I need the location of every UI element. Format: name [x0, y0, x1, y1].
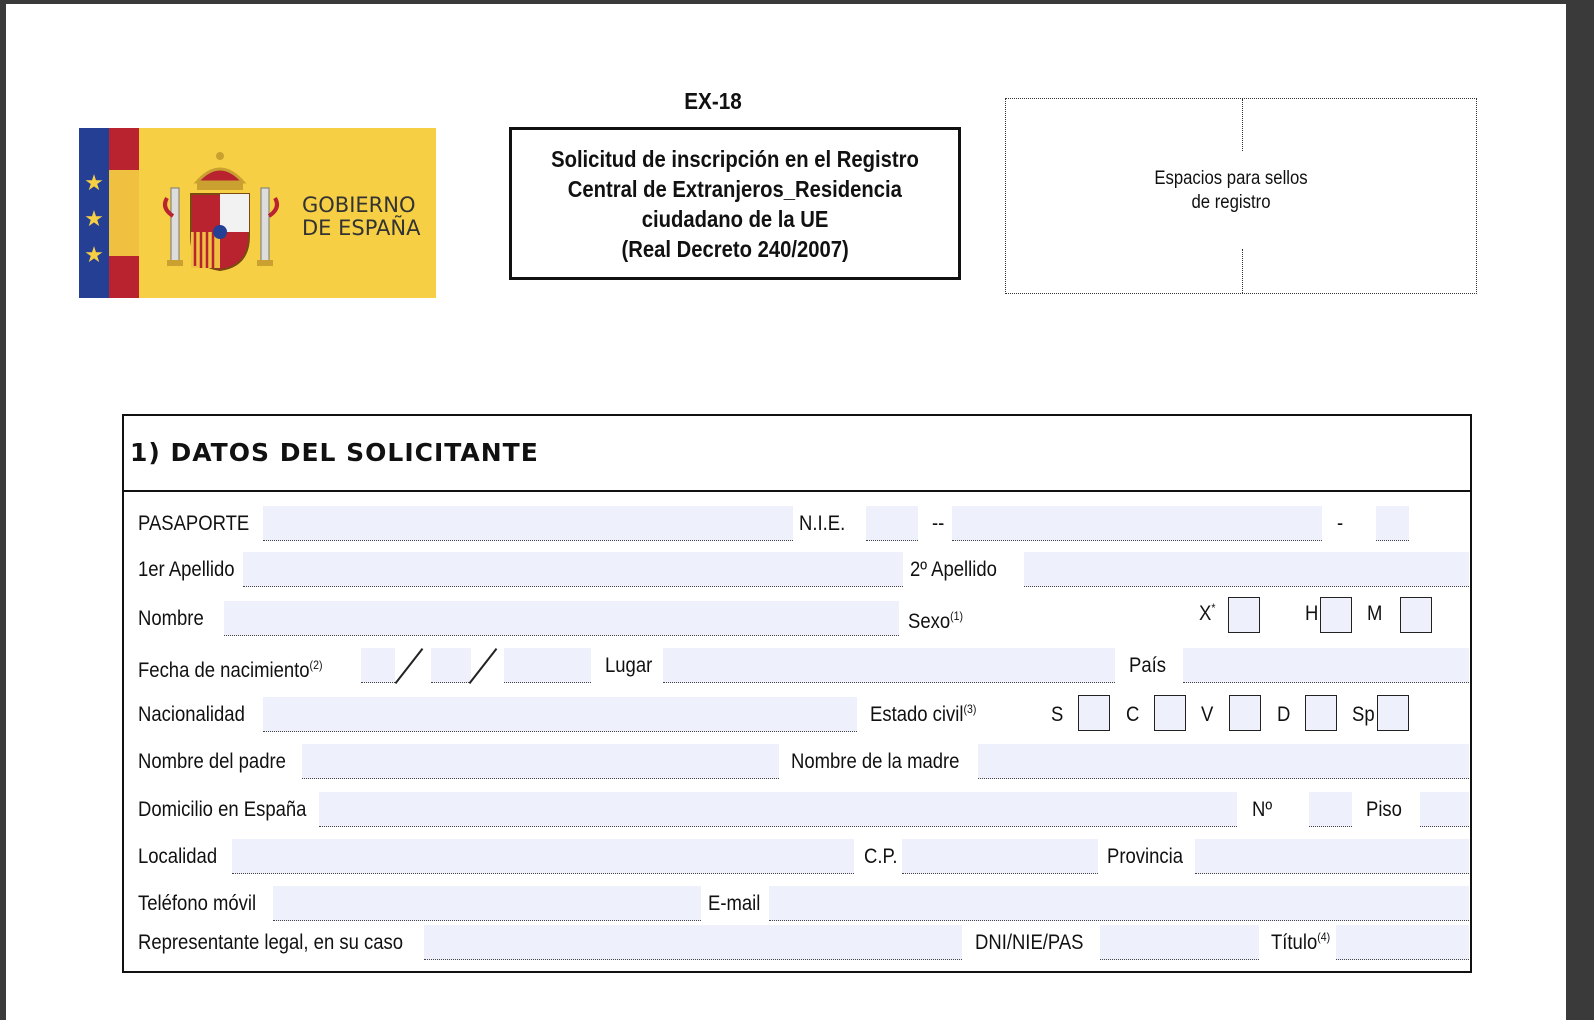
- apellido2-input[interactable]: [1024, 552, 1469, 587]
- form-page: [6, 4, 1566, 1020]
- piso-label: Piso: [1366, 798, 1402, 821]
- fecha-slash-1: [395, 648, 424, 684]
- sexo-x-text: X: [1199, 602, 1212, 625]
- svg-text:★: ★: [84, 243, 104, 268]
- pais-label: País: [1129, 654, 1166, 677]
- title-line-3: ciudadano de la UE: [641, 205, 829, 232]
- pais-input[interactable]: [1183, 648, 1469, 683]
- sexo-x-label: [1199, 602, 1215, 626]
- pasaporte-label: PASAPORTE: [138, 512, 250, 535]
- stamp-divider-top: [1242, 99, 1243, 151]
- telefono-input[interactable]: [273, 886, 701, 921]
- sexo-h-label: H: [1305, 602, 1319, 625]
- nie-label: N.I.E.: [799, 512, 846, 535]
- provincia-label: Provincia: [1107, 845, 1184, 868]
- sexo-label-text: Sexo: [908, 610, 951, 633]
- ec-v-checkbox[interactable]: [1229, 695, 1261, 731]
- title-line-1: Solicitud de inscripción en el Registro: [551, 145, 919, 172]
- svg-text:★: ★: [84, 207, 104, 232]
- nombre-madre-label: Nombre de la madre: [791, 750, 960, 773]
- nombre-padre-input[interactable]: [302, 744, 779, 779]
- nombre-padre-label: Nombre del padre: [138, 750, 286, 773]
- sexo-label: [908, 610, 963, 634]
- localidad-label: Localidad: [138, 845, 218, 868]
- nie-letter-input[interactable]: [866, 506, 918, 541]
- form-title-box: [509, 127, 961, 280]
- nie-separator-1: --: [932, 512, 945, 535]
- nie-number-input[interactable]: [952, 506, 1322, 541]
- domicilio-label: Domicilio en España: [138, 798, 307, 821]
- title-line-2: Central de Extranjeros_Residencia: [567, 175, 903, 202]
- svg-text:GOBIERNO: GOBIERNO: [302, 193, 416, 217]
- fecha-nacimiento-label: [138, 659, 322, 683]
- ec-d-label: D: [1277, 703, 1291, 726]
- titulo-label: [1271, 931, 1330, 955]
- sexo-note: (1): [950, 609, 964, 623]
- dni-nie-pas-label: DNI/NIE/PAS: [975, 931, 1084, 954]
- apellido1-input[interactable]: [243, 552, 903, 587]
- fecha-slash-2: [469, 648, 498, 684]
- ec-sp-label: Sp: [1352, 703, 1375, 726]
- estado-civil-note: (3): [963, 702, 977, 716]
- fecha-anio-input[interactable]: [504, 648, 591, 683]
- stamp-label-line-1: Espacios para sellos: [1154, 168, 1308, 189]
- cp-input[interactable]: [902, 839, 1098, 874]
- nombre-madre-input[interactable]: [978, 744, 1469, 779]
- apellido2-label: 2º Apellido: [910, 558, 997, 581]
- piso-input[interactable]: [1420, 792, 1469, 827]
- stamp-label-line-2: de registro: [1191, 192, 1271, 213]
- section-datos-solicitante: [122, 414, 1472, 973]
- fecha-mes-input[interactable]: [431, 648, 471, 683]
- section-header: [124, 416, 1470, 492]
- lugar-label: Lugar: [605, 654, 653, 677]
- fecha-dia-input[interactable]: [361, 648, 395, 683]
- ec-s-checkbox[interactable]: [1078, 695, 1110, 731]
- apellido1-label: 1er Apellido: [138, 558, 235, 581]
- pasaporte-input[interactable]: [263, 506, 793, 541]
- domicilio-input[interactable]: [319, 792, 1237, 827]
- svg-text:★: ★: [84, 171, 104, 196]
- titulo-input[interactable]: [1336, 925, 1469, 960]
- titulo-text: Título: [1271, 931, 1318, 954]
- titulo-note: (4): [1317, 930, 1331, 944]
- stamp-divider-bottom: [1242, 249, 1243, 293]
- title-line-4: (Real Decreto 240/2007): [621, 235, 849, 262]
- sexo-x-mark: *: [1211, 601, 1216, 615]
- nie-control-input[interactable]: [1376, 506, 1409, 541]
- ec-v-label: V: [1201, 703, 1214, 726]
- representante-input[interactable]: [424, 925, 962, 960]
- sexo-h-checkbox[interactable]: [1320, 597, 1352, 633]
- ec-c-label: C: [1126, 703, 1140, 726]
- email-input[interactable]: [769, 886, 1469, 921]
- svg-text:DE ESPAÑA: DE ESPAÑA: [302, 216, 421, 240]
- nombre-label: Nombre: [138, 607, 204, 630]
- provincia-input[interactable]: [1195, 839, 1469, 874]
- cp-label: C.P.: [864, 845, 898, 868]
- lugar-input[interactable]: [663, 648, 1115, 683]
- stamp-area: [1005, 98, 1477, 294]
- nacionalidad-input[interactable]: [263, 697, 857, 732]
- ec-s-label: S: [1051, 703, 1064, 726]
- nacionalidad-label: Nacionalidad: [138, 703, 245, 726]
- stamp-label: [1033, 167, 1429, 215]
- numero-label: Nº: [1252, 798, 1273, 821]
- sexo-m-label: M: [1367, 602, 1383, 625]
- ec-sp-checkbox[interactable]: [1377, 695, 1409, 731]
- representante-label: Representante legal, en su caso: [138, 931, 404, 954]
- nombre-input[interactable]: [224, 601, 899, 636]
- estado-civil-label: [870, 703, 976, 727]
- ec-d-checkbox[interactable]: [1305, 695, 1337, 731]
- nie-separator-2: -: [1337, 512, 1344, 535]
- fecha-nacimiento-text: Fecha de nacimiento: [138, 659, 310, 682]
- fecha-note: (2): [309, 658, 323, 672]
- dni-nie-pas-input[interactable]: [1100, 925, 1259, 960]
- localidad-input[interactable]: [232, 839, 854, 874]
- sexo-x-checkbox[interactable]: [1228, 597, 1260, 633]
- form-code: EX-18: [684, 88, 742, 114]
- ec-c-checkbox[interactable]: [1154, 695, 1186, 731]
- email-label: E-mail: [708, 892, 761, 915]
- numero-input[interactable]: [1309, 792, 1352, 827]
- estado-civil-text: Estado civil: [870, 703, 964, 726]
- sexo-m-checkbox[interactable]: [1400, 597, 1432, 633]
- section-title: 1) DATOS DEL SOLICITANTE: [130, 438, 539, 467]
- telefono-label: Teléfono móvil: [138, 892, 257, 915]
- gobierno-espana-logo: [79, 128, 436, 298]
